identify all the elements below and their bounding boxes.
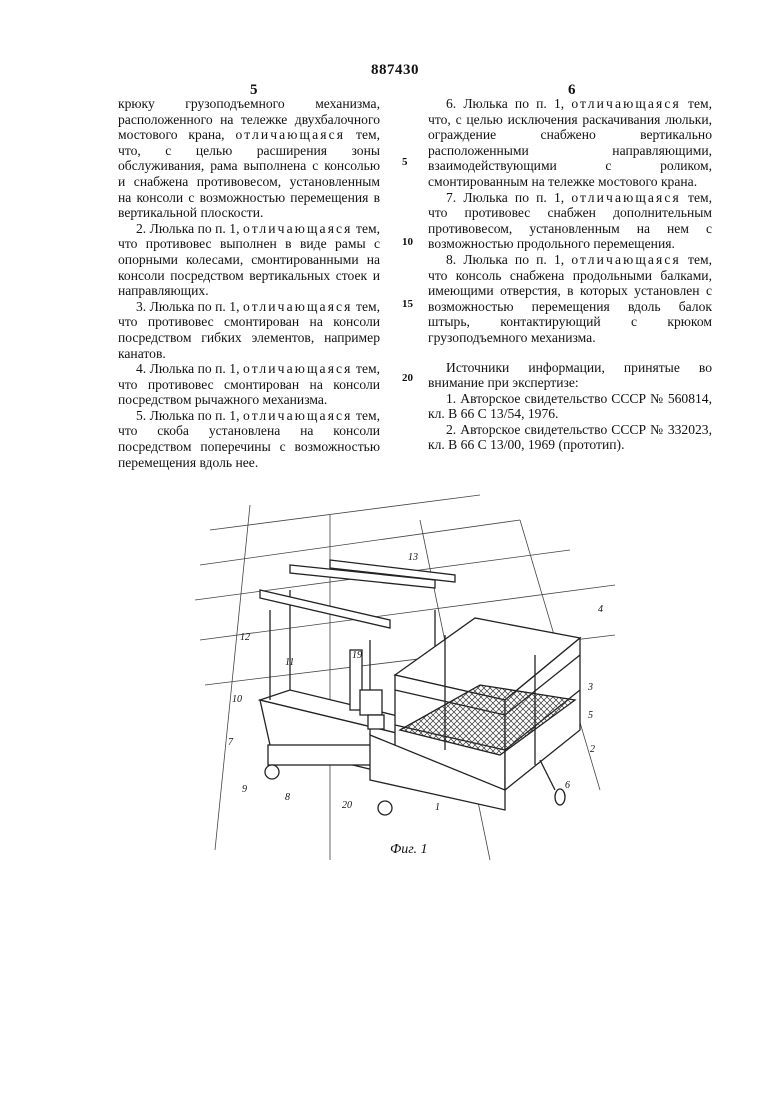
cradle-basket: [370, 618, 580, 810]
label-5: 5: [588, 710, 593, 721]
column-number-right: 6: [568, 82, 576, 98]
line-number-20: 20: [402, 372, 413, 384]
label-13: 13: [408, 552, 418, 563]
label-1: 1: [435, 802, 440, 813]
left-column: [118, 96, 380, 470]
label-7: 7: [228, 737, 233, 748]
line-number-5: 5: [402, 156, 408, 168]
label-9: 9: [242, 784, 247, 795]
claim-8: 8. Люлька по п. 1, отличающаяся тем, что консоль снабжена продольными балками, имеющими отверстия, в которых установлен с возможностью перемещения вдоль балок штырь, контактирующий с крюком грузоподъемного механизма.: [428, 251, 713, 345]
right-column: [428, 96, 712, 453]
claim-5: 5. Люлька по п. 1, отличающаяся тем, что скоба установлена на консоли посредством поперечины с возможностью перемещения вдоль нее.: [118, 407, 380, 470]
label-4: 4: [598, 604, 603, 615]
line-number-10: 10: [402, 236, 413, 248]
label-12: 12: [240, 632, 250, 643]
line-number-15: 15: [402, 298, 413, 310]
reference-1: 1. Авторское свидетельство СССР № 560814, кл. В 66 С 13/54, 1976.: [428, 390, 712, 422]
claim-3: 3. Люлька по п. 1, отличающаяся тем, что противовес смонтирован на консоли посредством гибких элементов, например канатов.: [118, 298, 380, 361]
claim-7: 7. Люлька по п. 1, отличающаяся тем, что противовес снабжен дополнительным противовесом, установленным на нем с возможностью продольного перемещения.: [428, 189, 713, 252]
claim-4: 4. Люлька по п. 1, отличающаяся тем, что противовес смонтирован на консоли посредством рычажного механизма.: [118, 361, 380, 408]
label-8: 8: [285, 792, 290, 803]
label-20: 20: [342, 800, 352, 811]
label-2: 2: [590, 744, 595, 755]
reference-2: 2. Авторское свидетельство СССР № 332023, кл. В 66 С 13/00, 1969 (прототип).: [428, 421, 712, 453]
label-19: 19: [352, 650, 362, 661]
claim-1-end: крюку грузоподъемного механизма, расположенного на тележке двухбалочного мостового крана, отличающаяся тем, что, с целью расширения зоны обслуживания, рама выполнена с консолью и снабжена противовесом, установленным на консоли с возможностью перемещения в вертикальной плоскости.: [118, 96, 381, 221]
sources-title: Источники информации, принятые во внимание при экспертизе:: [428, 359, 712, 391]
claim-6: 6. Люлька по п. 1, отличающаяся тем, что, с целью исключения раскачивания люльки, ограждение снабжено вертикально расположенными направляющими, взаимодействующими с роликом, смонтированным на тележке мостового крана.: [428, 96, 713, 189]
column-number-left: 5: [250, 82, 258, 98]
patent-figure: [190, 490, 620, 870]
label-10: 10: [232, 694, 242, 705]
label-11: 11: [285, 657, 295, 668]
claim-2: 2. Люлька по п. 1, отличающаяся тем, что противовес выполнен в виде рамы с опорными колесами, смонтированными на консоли посредством вертикальных стоек и направляющих.: [118, 220, 380, 299]
label-3: 3: [588, 682, 593, 693]
document-number: 887430: [371, 62, 419, 78]
figure-caption: Фиг. 1: [390, 842, 428, 857]
label-6: 6: [565, 780, 570, 791]
